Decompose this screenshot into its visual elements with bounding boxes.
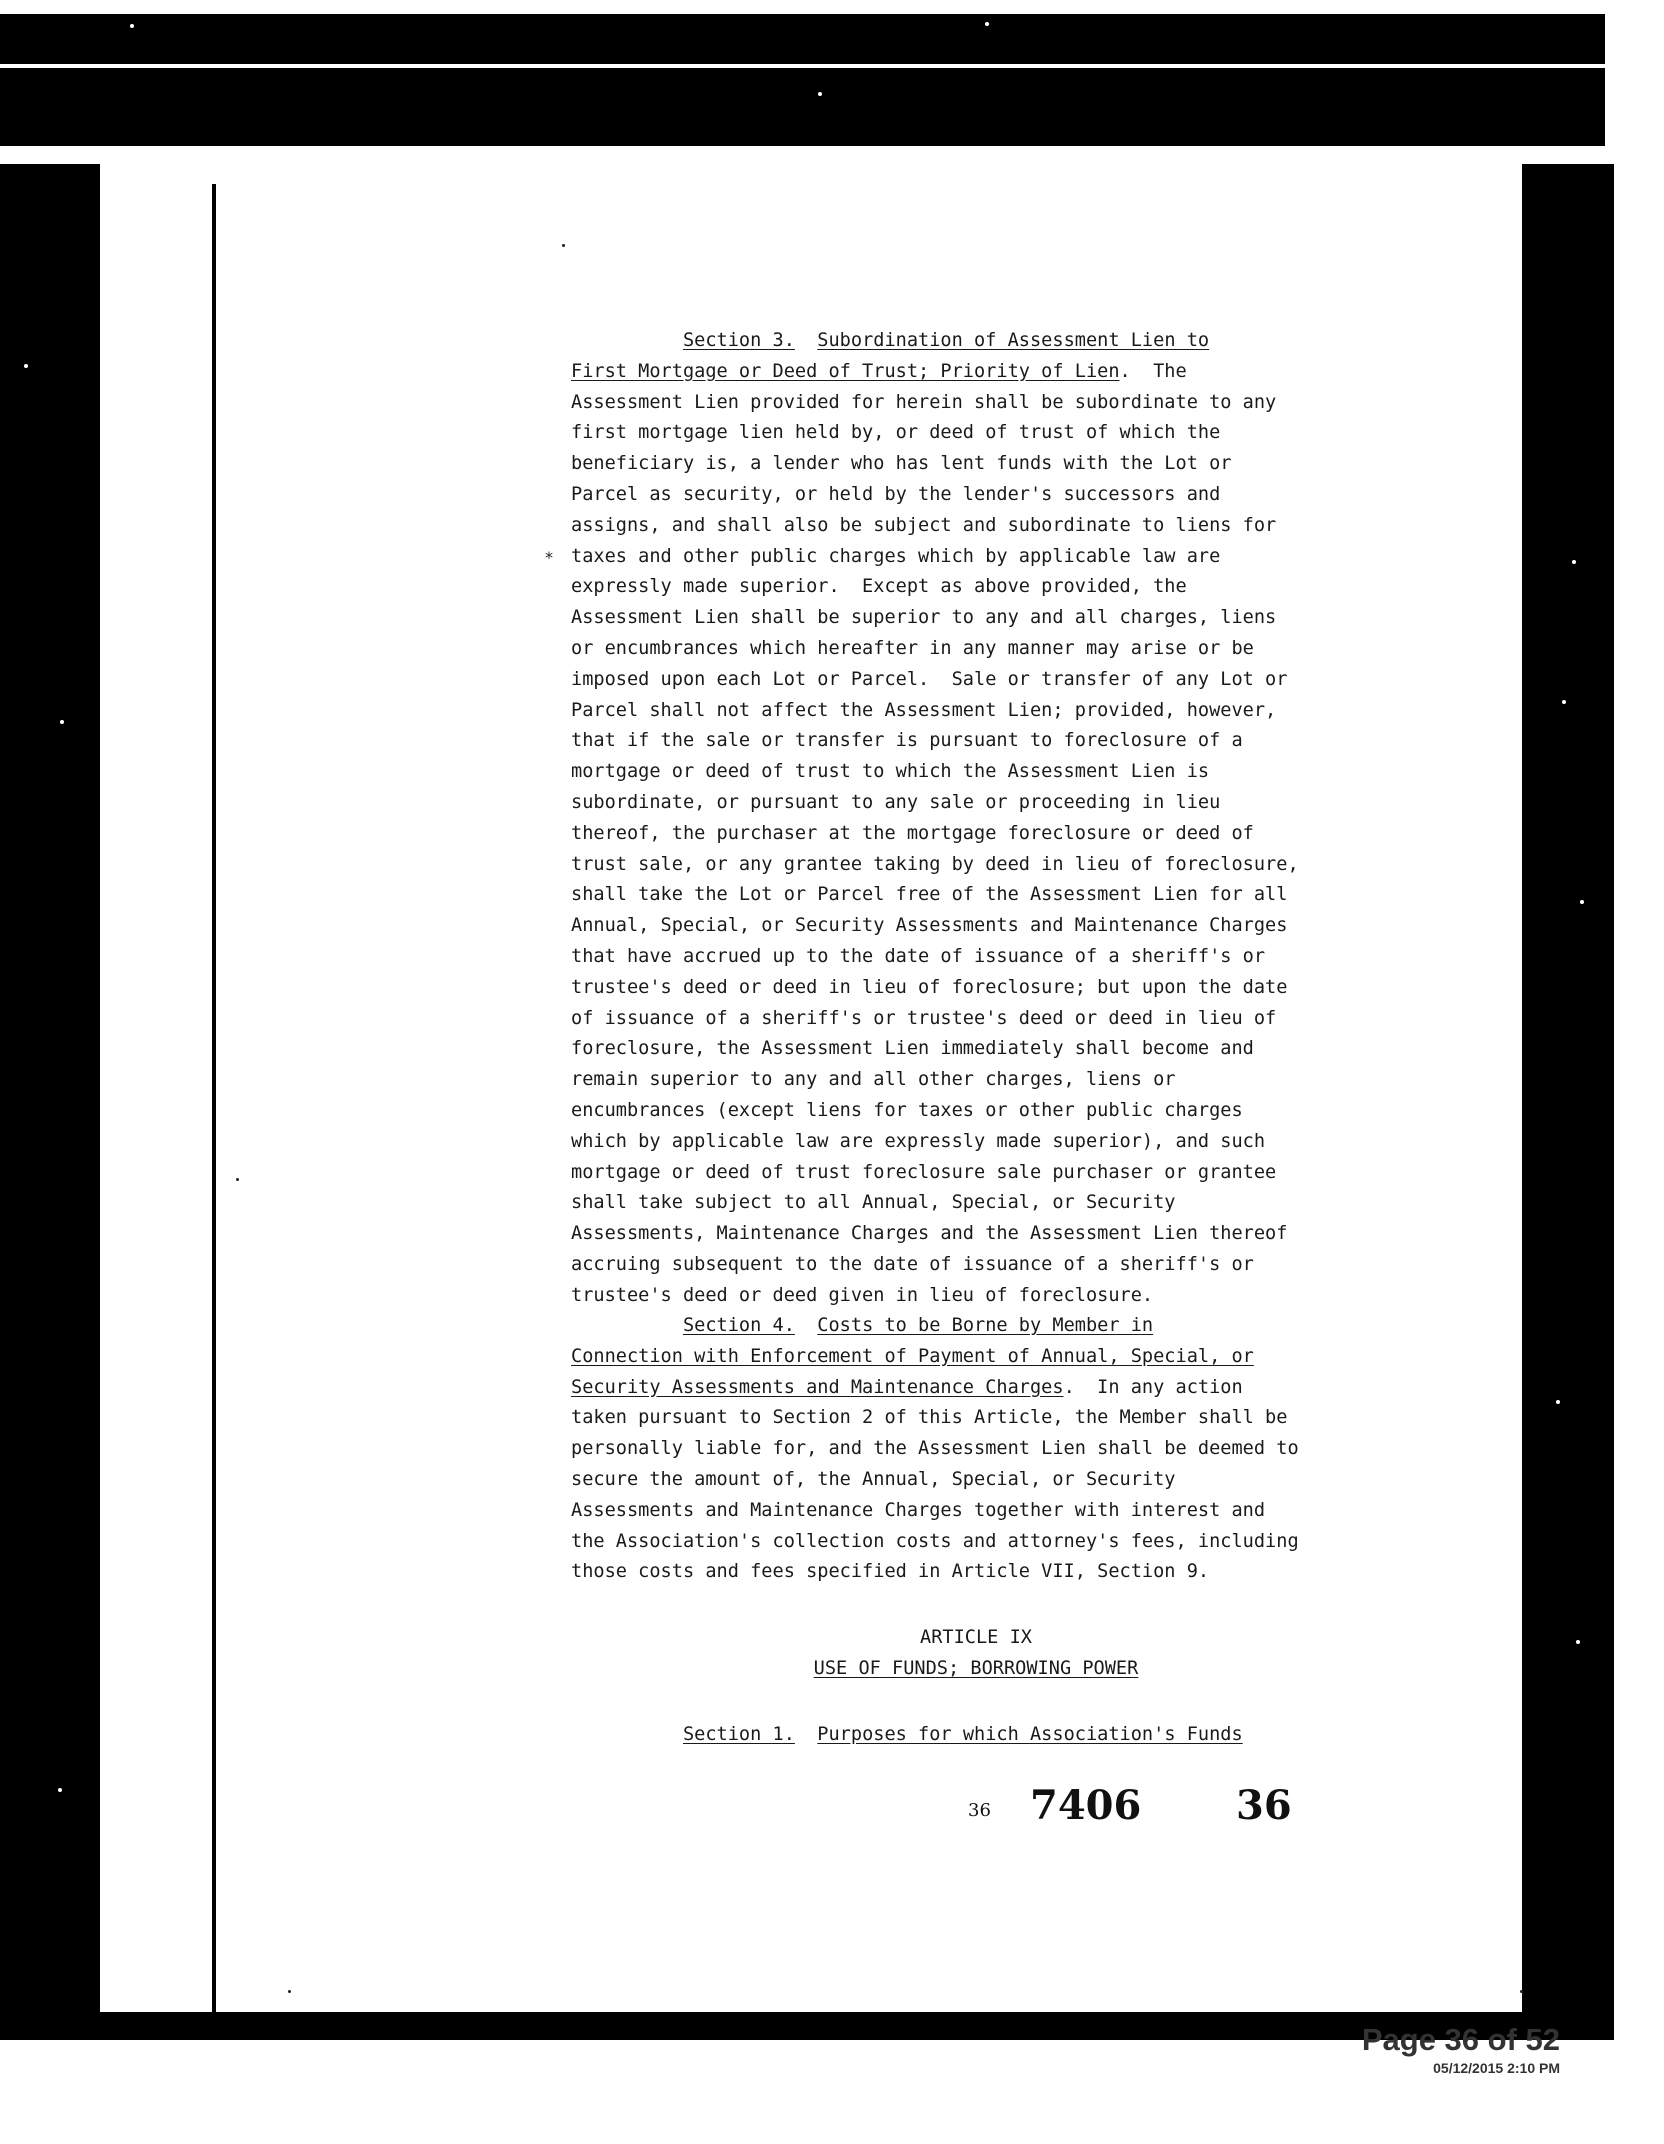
section-1-line [571,1720,1243,1751]
text-run: Annual, Special, or Security Assessments and Maintenance Charges [571,915,1288,937]
text-run: that if the sale or transfer is pursuant to foreclosure of a [571,730,1243,752]
text-run: Subordination of Assessment Lien to [817,330,1210,351]
page-number-small: 36 [968,1800,991,1821]
text-run: shall take the Lot or Parcel free of the Assessment Lien for all [571,884,1288,906]
scan-speck [60,720,64,724]
text-line [571,480,1299,511]
text-run: Parcel shall not affect the Assessment Lien; provided, however, [571,699,1277,721]
text-line [571,942,1299,973]
text-run: mortgage or deed of trust foreclosure sale purchaser or grantee [571,1161,1277,1183]
margin-asterisk: * [545,548,553,567]
document-number: 7406 [1030,1782,1142,1829]
scan-speck [1572,560,1576,564]
text-run: encumbrances (except liens for taxes or other public charges [571,1099,1243,1121]
scan-speck [58,1788,62,1792]
section-4-text [571,1311,1299,1588]
text-run: those costs and fees specified in Article VII, Section 9. [571,1561,1210,1583]
text-line [571,1188,1299,1219]
text-run: trustee's deed or deed given in lieu of foreclosure. [571,1284,1154,1306]
article-heading: ARTICLE IX [920,1627,1032,1648]
scan-speck [24,364,28,368]
text-run: Costs to be Borne by Member in [817,1315,1154,1336]
text-line [571,357,1299,388]
text-line [571,757,1299,788]
text-line [571,634,1299,665]
text-line [571,1250,1299,1281]
scan-speck [1520,1990,1523,1993]
text-line [571,388,1299,419]
section-1-title: Purposes for which Association's Funds [817,1724,1243,1745]
text-line [571,603,1299,634]
text-line [571,973,1299,1004]
text-line [571,726,1299,757]
text-line [571,1434,1299,1465]
text-run: Assessment Lien shall be superior to any and all charges, liens [571,607,1277,629]
text-run: or encumbrances which hereafter in any manner may arise or be [571,637,1254,659]
text-run: subordinate, or pursuant to any sale or proceeding in lieu [571,791,1221,813]
text-line [571,1465,1299,1496]
text-line [571,1158,1299,1189]
text-run: Assessments and Maintenance Charges together with interest and [571,1499,1266,1521]
scan-speck [562,244,565,247]
text-run: Section 3. [682,330,795,351]
text-run: of issuance of a sheriff's or trustee's deed or deed in lieu of [571,1007,1277,1029]
text-line [571,449,1299,480]
text-line [571,1127,1299,1158]
text-line [571,1342,1299,1373]
scan-speck [1576,1640,1580,1644]
text-line [571,1496,1299,1527]
text-run: Assessments, Maintenance Charges and the Assessment Lien thereof [571,1223,1288,1245]
text-run: taken pursuant to Section 2 of this Article, the Member shall be [571,1407,1288,1429]
text-run: Parcel as security, or held by the lender's successors and [571,483,1221,505]
text-line [571,1004,1299,1035]
scan-speck [288,1990,291,1993]
text-line [571,1065,1299,1096]
text-line [571,1527,1299,1558]
text-line [571,850,1299,881]
scan-right-border [1522,164,1614,2040]
text-run: the Association's collection costs and attorney's fees, including [571,1530,1299,1552]
text-line [571,418,1299,449]
text-run: mortgage or deed of trust to which the Assessment Lien is [571,761,1210,783]
text-run: remain superior to any and all other charges, liens or [571,1069,1176,1091]
scan-margin-strip [100,184,214,2012]
text-line [571,819,1299,850]
page-number: 36 [1236,1782,1292,1829]
scan-speck [1580,900,1584,904]
text-run: . The [1119,360,1187,382]
text-run: . In any action [1063,1376,1243,1398]
section-1-label: Section 1. [682,1724,795,1745]
text-line [571,572,1299,603]
text-line [571,1557,1299,1588]
text-run: taxes and other public charges which by applicable law are [571,545,1221,567]
text-line [571,511,1299,542]
text-run: accruing subsequent to the date of issuance of a sheriff's or [571,1253,1254,1275]
text-run: assigns, and shall also be subject and subordinate to liens for [571,514,1277,536]
text-line [571,1219,1299,1250]
scan-speck [130,24,134,28]
scan-top-border [0,14,1605,146]
text-run: shall take subject to all Annual, Special, or Security [571,1192,1176,1214]
text-run: that have accrued up to the date of issuance of a sheriff's or [571,945,1266,967]
text-run: first mortgage lien held by, or deed of trust of which the [571,422,1221,444]
scan-speck [818,92,822,96]
scan-speck [1556,1400,1560,1404]
text-run: expressly made superior. Except as above provided, the [571,576,1187,598]
text-line [571,788,1299,819]
text-run: Security Assessments and Maintenance Charges [571,1376,1064,1398]
section-3-text [571,326,1299,1312]
text-run: Assessment Lien provided for herein shall be subordinate to any [571,391,1277,413]
footer-timestamp: 05/12/2015 2:10 PM [1433,2060,1560,2076]
text-line [571,1034,1299,1065]
article-subheading: USE OF FUNDS; BORROWING POWER [813,1658,1139,1679]
scan-top-line [0,64,1605,68]
footer-page-label: Page 36 of 52 [1361,2022,1560,2057]
text-run: personally liable for, and the Assessment Lien shall be deemed to [571,1438,1299,1460]
text-run [795,1315,817,1336]
text-run: foreclosure, the Assessment Lien immediately shall become and [571,1038,1254,1060]
text-line [571,1403,1299,1434]
text-line [571,1281,1299,1312]
text-line [571,326,1299,357]
text-run: imposed upon each Lot or Parcel. Sale or transfer of any Lot or [571,668,1288,690]
scan-speck [1562,700,1566,704]
scan-divider-line [212,184,216,2012]
text-run: Section 4. [682,1315,795,1336]
text-line [571,1373,1299,1404]
text-line [571,696,1299,727]
scan-left-border [0,164,100,2040]
scan-speck [985,22,989,26]
text-line [571,880,1299,911]
text-line [571,1311,1299,1342]
text-run: Connection with Enforcement of Payment of Annual, Special, or [571,1345,1254,1367]
text-line [571,665,1299,696]
text-run: trustee's deed or deed in lieu of foreclosure; but upon the date [571,976,1288,998]
text-run: First Mortgage or Deed of Trust; Priority of Lien [571,360,1120,382]
text-run: trust sale, or any grantee taking by deed in lieu of foreclosure, [571,853,1299,875]
text-run: thereof, the purchaser at the mortgage foreclosure or deed of [571,822,1254,844]
text-line [571,542,1299,573]
text-run: which by applicable law are expressly made superior), and such [571,1130,1266,1152]
text-run [795,330,817,351]
text-line [571,911,1299,942]
text-run: secure the amount of, the Annual, Special, or Security [571,1468,1176,1490]
scan-speck [236,1178,239,1181]
text-line [571,1096,1299,1127]
text-run: beneficiary is, a lender who has lent funds with the Lot or [571,453,1232,475]
